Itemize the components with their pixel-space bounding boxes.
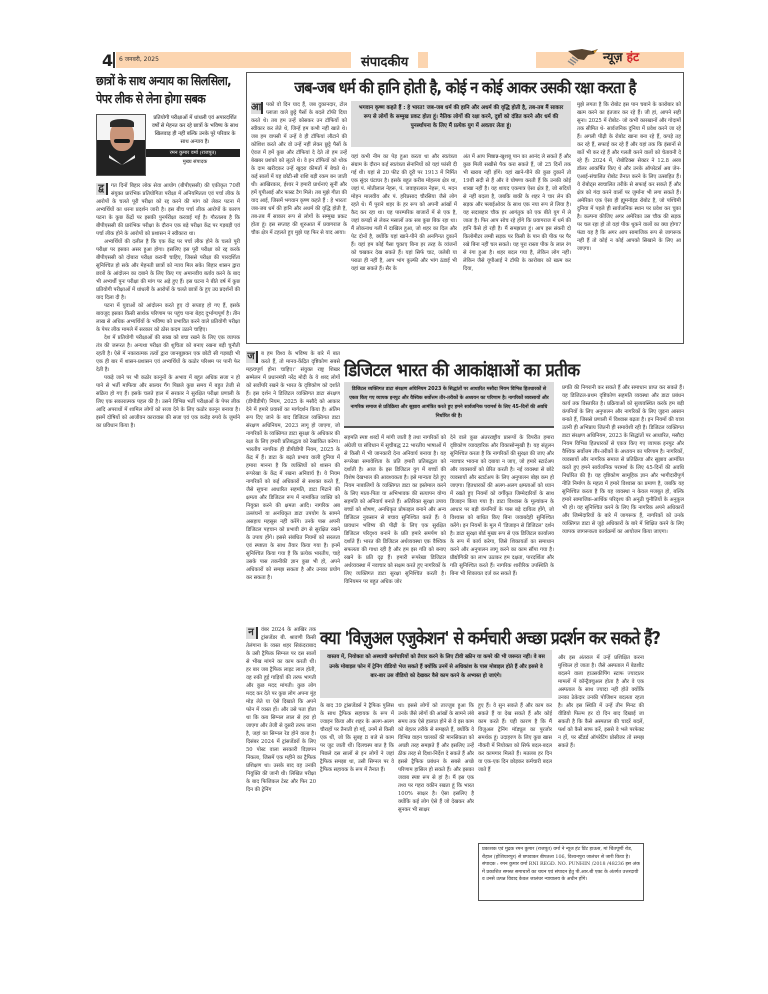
author-role: मुख्य संपादक	[182, 159, 208, 165]
imprint-box: प्रकाशक एवं मुद्रक रमन कुमार (राजपूत) वर्मा ने न्यूज हंट प्रिंट हाऊस, मां चिंतपूर्णी रोड, रौहाल (होशियारपुर) से छपवाकर बीपतला 106, विश्वनपुरा जालंधर से जारी किया है। संपादक : रमन कुमार वर्मा RNI REGD. NO. PUNHIN /2018 /48236 इस अंक में प्रकाशित समस्त समाचारों का चयन एवं संपादन हेतु पी.आर.बी एक्ट के अंतर्गत उत्तरदायी व उनसे उत्पन्न विवाद केवल जालंधर न्यायालय के अधीन होंगे।	[478, 843, 644, 901]
article-column	[246, 626, 316, 866]
logo-text-main: न्यूज़	[603, 49, 623, 64]
section-title: संपादकीय	[351, 52, 418, 70]
logo-text-accent: हंट	[626, 49, 640, 64]
article-column	[478, 702, 552, 840]
logo	[566, 44, 639, 68]
divider	[113, 52, 115, 68]
paragraph: देश में प्रतियोगी परीक्षाओं की साख को बचा रखने के लिए एक व्यापक तंत्र की जरूरत है। अन्यथा परीक्षा की शुचिता को बनाए रखना बड़ी चुनौती रहती है। ऐसे में नकारात्मक तत्वों द्वारा जानबूझकर एक छोटी सी गड़बड़ी भी एक ही बार में शासन-प्रशासन एवं अभ्यर्थियों के कठोर परिश्रम पर पानी फेर देती है।	[96, 335, 240, 373]
masthead	[96, 50, 684, 70]
column-text: के बाद 39 ट्रांसजेंडर्स ने ट्रैफिक पुलिस के साथ ट्रैफिक सहायक के रूप में ज्वाइन किया और शहर के अलग-अलग चौराहों पर तैनाती हो गई, उनमें से किसी एक थीं, जो कि सुबह 8 बजे से काम पर जुट जाती थीं। दिलचस्प बात है कि पिछले दस सालों से इन लोगों ने जहां ट्रैफिक समझा था, उसी सिग्नल पर वे ट्रैफिक सहायक के रूप में तैनात हैं।	[320, 703, 394, 773]
column-text: यहां कभी नीम का पेड़ हुआ करता था और स्वतंत्रता संग्राम के दौरान कई स्वतंत्रता सेनानियों को यहां फांसी दी गई थी। यहां से 20 फीट की दूरी पर 1913 में निर्मित एक सुंदर घंटाघर है। इसके बहुत करीब मोहल्ला क्षेत्र था, जहां पं. मोतीलाल नेहरू, पं. जवाहरलाल नेहरू, पं. मदन मोहन मालवीय और पं. हरिप्रसाद चौरसिया जैसे लोग रहते थे। मैं पुराने शहर के हर रूप को अपनी आंखों में कैद कर रहा था। यह पारम्परिक बाजारों में से एक है, जहां कपड़ों से लेकर मसालों तक सब कुछ बिक रहा था। मैं लोकनाथ गली में दाखिल हुआ, जो शहर का दिल और पेट दोनों है, क्योंकि यहां खाने-पीने की अनगिनत दुकानें हैं। यहां हम कोई पैसा चुकाए बिना हर तरह के व्यंजनों को चखकर देख सकते हैं। यहां सिर्फ चाट, जलेबी या पराठा ही नहीं है, आप भांग कुल्फी और भांग ठंडाई भी यहां खा सकते हैं। सैर के	[351, 154, 457, 272]
article-column	[246, 350, 340, 620]
digital-article-headline: डिजिटल भारत की आकांक्षाओं का प्रतीक	[344, 360, 580, 381]
issue-date: 6 जनवरी, 2025	[119, 56, 159, 63]
article-column	[558, 654, 644, 840]
article-column	[320, 702, 394, 872]
left-article-body	[96, 182, 240, 430]
dropcap: ज	[246, 351, 258, 363]
dropcap: आ	[251, 102, 262, 113]
author-box	[96, 114, 240, 176]
author-photo	[96, 114, 146, 176]
paragraph: पटना में युवाओं को आंदोलन करते हुए दो सप्ताह हो गए हैं, इसके बावजूद इसका किसी सार्थक परिणाम पर पहुंच पाना बेहद दुर्भाग्यपूर्ण है। तीन लाख से अधिक अभ्यर्थियों के भविष्य को प्रभावित करने वाले प्रतियोगी परीक्षा के पेपर लीक मामले में सरकार को ठोस कदम उठाने चाहिए।	[96, 303, 240, 333]
paragraph: पकड़े जाने पर भी कठोर कानूनों के अभाव में बहुत अधिक सजा न हो पाने से भर्ती माफिया और साल्वर गैंग पिछले कुछ समय में बहुत तेजी से सक्रिय हो गए हैं। इसके चलते हाल में सरकार ने सुरक्षित परीक्षा प्रणाली के लिए एक सकारात्मक पहल की है। उसने विभिन्न भर्ती परीक्षाओं के पेपर लीक आदि अपराधों में शामिल लोगों को सजा देने के लिए कठोर कानून बनाया है। इसमें दोषियों को आजीवन कारावास की सजा एवं एक करोड़ रुपये के जुर्माने का प्रविधान किया है।	[96, 375, 240, 429]
article-column	[398, 702, 474, 872]
pull-quote-area	[146, 114, 240, 176]
column-text: हुए हैं। वे सुन सकते हैं और काम कर सकते हैं या देख सकते हैं और कोई काम करते हैं। यही कारण है कि मैं विज़ुअल ट्रेनिंग मॉड्यूल का पुरजोर समर्थक हूं। उदाहरण के लिए कुछ खास नौकरी में नियोक्ता को सिर्फ बदल-बदल कर कामगार मिलते हैं। मतलब हर दिन या एक-एक दिन छोड़कर कर्मचारी बदल जाते हैं	[478, 703, 552, 773]
article-column	[577, 101, 681, 341]
pull-quote: प्रतियोगी परीक्षाओं में धांधली एवं अपारदर्शित वर्षों से मेहनत कर रहे छात्रों के भविष्य के साथ खिलवाड़ ही नहीं बल्कि उनके पूरे परिवार के साथ अन्याय है।	[151, 115, 239, 145]
highlight-quote: भगवान कृष्ण कहते हैं : हे भारत! जब-जब धर्म की हानि और अधर्म की वृद्धि होती है, तब-तब मैं साकार रूप से लोगों के सम्मुख प्रकट होता हूं। नैतिक लोगों की रक्षा करने, दुष्टों को दंडित करने और धर्म की पुनर्स्थापना के लिए मैं प्रत्येक युग में अवतार लेता हूं।	[351, 101, 571, 147]
highlight-quote: वास्तव में, नियोक्ता को अस्थायी कर्मचारियों को तैयार करने के लिए टीवी स्क्रीन या कमरे की भी जरूरत नहीं। वे बस उनके मोबाइल फोन में ट्रेनिंग वीडियो भेज सकते हैं क्योंकि उनमें से अधिकांश के पास मोबाइल होते हैं और इससे वे बार-बार उस वीडियो को देखकर वैसे काम करने के अभ्यस्त हो जाएंगे।	[320, 650, 552, 698]
article-column	[251, 101, 347, 341]
column-text: था। इससे लोगों को ताज्जुब हुआ कि उनके जैसे लोगों की आंखों के सामने लंबे समय तक ऐसे हालात होने से वे इस काम को बेहतर तरीके से समझते हैं, क्योंकि वे विभिन्न वाहन चालकों की मानसिकता को अच्छी तरह समझते हैं और इसलिए उन्हें ठीक तरह से दिशा-निर्देश दे सकते हैं और इससे ट्रैफिक प्रबंधन के सबसे अच्छे परिणाम हासिल हो सकते हैं। और इसका जवाब स्पष्ट रूप से हां है। मैं इस एक तथ्य पर गहरा यकीन रखता हूं कि भारत 100% साक्षर है। ऐसा इसलिए है क्योंकि कई लोग ऐसे हैं जो देखकर और सुनकर भी साक्षर	[398, 703, 474, 813]
column-text: वंबर 2024 के आखिर तक ट्रांसजेंडर बी. श्रावणी किसी तेलंगाना के व्यस्त शहर सिकंदराबाद के उसी ट्रैफिक सिग्नल पर दस सालों से भीख मांगने का काम करती थीं। हर बार जब ट्रैफिक लाइट लाल होती, वह रुकी हुई गाड़ियों की तरफ भागती और कुछ मदद मांगती। कुछ लोग मदद कर देते पर कुछ लोग अपना मुंह मोड़ लेते या ऐसे दिखाते कि अपने फोन में व्यस्त हों। और उसे पता होता था कि कब सिग्नल लाल से हरा हो जाएगा और तेजी से दूसरी तरफ जाना है, जहां का सिग्नल रेड होने वाला है। दिसंबर 2024 में ट्रांसजेंडरों के लिए 50 पोस्ट वाला सरकारी विज्ञापन निकला, जिसमें एक महीने का ट्रैफिक प्रशिक्षण था। उसके बाद वह उनकी नियुक्ति की जानी थी। लिखित परीक्षा के बाद फिजिकल टेस्ट और फिर 20 दिन की ट्रेनिंग	[246, 627, 316, 793]
column-text: सहमति स्पष्ट शब्दों में मांगी जाती है तथा नागरिकों को अंग्रेजी या संविधान में सूचीबद्ध 22 भारतीय भाषाओं में से किसी में भी जानकारी देना अनिवार्य बनाया है। यह रूपरेखा समावेशिता के प्रति हमारी प्रतिबद्धता को दर्शाती है। आज के इस डिजिटल युग में बच्चों की विशेष देखभाल की आवश्यकता है। इसे मान्यता देते हुए नियम नाबालिगों के व्यक्तिगत डाटा का इस्तेमाल करने के लिए माता-पिता या अभिभावक की सत्यापन योग्य सहमति को अनिवार्य बनाते हैं। अतिरिक्त सुरक्षा उपाय बच्चों को शोषण, अनधिकृत प्रोफाइल बनाने और अन्य डिजिटल नुकसान से बचाव सुनिश्चित करते हैं। ये प्रावधान भविष्य की पीढ़ी के लिए एक सुरक्षित डिजिटल परिदृश्य बनाने के प्रति हमारे समर्पण को दर्शाते हैं। भारत की डिजिटल अर्थव्यवस्था एक वैश्विक सफलता की गाथा रही है और हम इस गति को बनाए रखने के प्रति दृढ़ हैं। हमारी रूपरेखा डिजिटल अर्थव्यवस्था में नवाचार को सक्षम करते हुए नागरिकों के लिए व्यक्तिगत डाटा सुरक्षा सुनिश्चित करती है। विनियमन पर बहुत अधिक जोर	[344, 435, 446, 585]
logo-text	[603, 48, 639, 65]
highlight-quote: डिजिटल व्यक्तिगत डाटा संरक्षण अधिनियम 2023 के सिद्धांतों पर आधारित मसौदा नियम विभिन्न हितधारकों से एकत्र किए गए व्यापक इनपुट और वैश्विक सर्वोत्तम तौर-तरीकों के अध्ययन का परिणाम है। नागरिकों व्यवसायों और नागरिक समाज से प्रतिक्रिया और सुझाव आमंत्रित करते हुए हमने सार्वजनिक परामर्श के लिए 45-दिनों की अवधि निर्धारित की है।	[344, 382, 554, 428]
visual-article-headline: क्या 'विज़ुअल एजुकेशन' से कर्मचारी अच्छा प्रदर्शन कर सकते हैं?	[320, 628, 661, 649]
article-column	[463, 153, 571, 339]
dharma-article-headline: जब-जब धर्म की हानि होती है, कोई न कोई आकर उसकी रक्षा करता है	[294, 78, 636, 97]
column-text: प्रगति की निगरानी कर सकते हैं और समाधान प्राप्त कर सकते हैं। यह डिजिटल-प्रथम दृष्टिकोण सहमति व्यवस्था और डाटा प्रबंधन कार्य तक विस्तारित है। प्रक्रियाओं को सुव्यवस्थित करके हम बड़ी कंपनियों के लिए अनुपालन और नागरिकों के लिए जुड़ना आसान बनाते हैं, जिससे प्रणाली में विश्वास बढ़ता है। इन नियमों की यात्रा उतनी ही अभिप्राय जितनी ही समावेशी रही है। डिजिटल व्यक्तिगत डाटा संरक्षण अधिनियम, 2023 के सिद्धांतों पर आधारित, मसौदा नियम विभिन्न हितधारकों से एकत्र किए गए व्यापक इनपुट और वैश्विक सर्वोत्तम तौर-तरीकों के अध्ययन का परिणाम है। नागरिकों, व्यवसायों और नागरिक समाज से प्रतिक्रिया और सुझाव आमंत्रित करते हुए हमने सार्वजनिक परामर्श के लिए 45-दिनों की अवधि निर्धारित की है। यह दृष्टिकोण सामूहिक ज्ञान और भागीदारीपूर्ण नीति निर्माण के महत्व में हमारे विश्वास का प्रमाण है, जबकि यह सुनिश्चित करता है कि यह व्यवस्था न केवल मजबूत हो, बल्कि हमारे सामाजिक-आर्थिक परिदृश्य की अनूठी चुनौतियों के अनुकूल भी हो। यह सुनिश्चित करने के लिए कि नागरिक अपने अधिकारों और जिम्मेदारियों के बारे में जागरूक हैं, नागरिकों को उनके व्यक्तिगत डाटा से जुड़े अधिकारों के बारे में शिक्षित करने के लिए व्यापक जागरूकता कार्यक्रमों का आयोजन किया जाएगा।	[562, 385, 684, 535]
dropcap: द्व	[96, 183, 108, 195]
column-text: अंत में आप मिष्ठान्न-खुशबू पान का आनंद ले सकते हैं और कुछ मिली सखीसे पैक करा सकते हैं, जो 25 दिनों तक भी खराब नहीं होंगे। यहां खाने-पीने की कुछ दुकानें तो 19वीं सदी से हैं और वे घोषणा करती हैं कि उनकी कोई शाखा नहीं है। यह शायद एकमात्र ऐसा क्षेत्र है, जो सदियों से नहीं बदला है, जबकि बाकी के शहर ने चार लेन की सड़क और फ्लाईओवर के साथ एक नया रूप ले लिया है। यह सदाबहार चौक हर आगंतुक को एक बीते युग में ले जाता है। फिर आप सोच रहे होंगे कि प्रयागराज में धर्म की हानि कैसे हो रही है। मैं समझाता हूं। आप इस संकरी दो किलोमीटर लम्बी सड़क पर किसी के पान की पीक पर पैर रखे बिना नहीं चल सकते। यह पूरा रास्ता पीक के लाल रंग से रंगा हुआ है। शहर बदल गया है, लेकिन लोग नहीं। लेकिन जैसे यूपीआई ने टॉफी के कारोबार को खत्म कर दिया,	[463, 154, 571, 272]
author-name: रमन कुमार वर्मा (राजपूत)	[146, 149, 240, 157]
column-text: मुझे लगता है कि रोबोट इस पान चबाने के कारोबार को खत्म करने का इंतजार कर रहे हैं। जी हां, आपने सही सुना। 2025 में रोबोट- जो कभी कारखानों और गोदामों तक सीमित थे- सार्वजनिक दुनिया में प्रवेश करने जा रहे हैं। अगली पीढ़ी के रोबोट खाना बना रहे हैं, कपड़े तह कर रहे हैं, सफाई कर रहे हैं और यहां तक कि इंसानों से बातें भी कर रहे हैं और गलती करने वालों को चेतावनी दे रहे हैं। 2024 में, रोबोटिक्स सेक्टर ने 12.8 अरब डॉलर आकर्षित किए थे और उनके ऑपरेटर्स अब जेन-एआई-संचालित रोबोट तैनात करने के लिए उत्साहित हैं। ये रोबोट्स स्वचालित तरीके से सफाई कर सकते हैं और क्षेत्र को गंदा करने वालों पर जुर्माना भी लगा सकते हैं। अमेरिका एक ऐसा ही ह्यूमनॉइड रोबोट है, जो पश्चिमी दुनिया में पहले ही सार्वजनिक स्थान पर प्रवेश कर चुका है। कल्पना कीजिए अगर अमेरिका उस चौक की सड़क पर चल रहा हो तो वहां पीक थूकने वालों का क्या होगा? फंडा यह है कि अगर आप सामाजिक रूप से जागरूक नहीं हैं तो कोई न कोई आपको सिखाने के लिए आ जाएगा।	[577, 102, 681, 252]
column-text: पको वो दिन याद हैं, जब दुकानदार, टोल प्लाजा वाले छुट्टे पैसों के बदले टॉफी दिया करते थे। तब हम उन्हें कोसकर उन टॉफियों को स्वीकार कर लेते थे, जिन्हें हम कभी नहीं खाते थे। जब हम वापसी में उन्हें वे ही टॉफियां लौटाने की कोशिश करते और वो उन्हें नहीं लेकर छुट्टे पैसों के ऐवज में हमें कुछ और टॉफियां दे देते तो हम उन्हें बेखबर प्रशंको को लूटते थे। वे इन टॉफियों को थोक के दाम खरीदकर उन्हें खुदरा कीमतों में बेचते थे। कई सालों में यह छोटी-सी राशि बड़ी रकम बन जाती थी। आखिरकार, ईश्वर ने हमारी प्रार्थनाएं सुनीं और हमें यूपीआई और फास्ट टैग मिले। तब मुझे गीता की याद आई, जिसमें भगवान कृष्ण कहते हैं : हे भारत! जब-जब धर्म की हानि और अधर्म की वृद्धि होती है, तब-तब मैं साकार रूप से लोगों के सम्मुख प्रकट होता हूं। इस सप्ताह की शुरुआत में प्रयागराज के चौक क्षेत्र में टहलते हुए मुझे यह फिर से याद आया।	[251, 102, 347, 236]
column-text: ब हम विश्व के भविष्य के बारे में बात करते हैं, तो मानव-केंद्रित दृष्टिकोण सबसे महत्वपूर्ण होना चाहिए।' संयुक्त राष्ट्र शिखर सम्मेलन में प्रधानमंत्री नरेंद्र मोदी के ये शब्द लोगों को सर्वोपरि रखने के भारत के दृष्टिकोण को दर्शाते हैं। इस दर्शन ने डिजिटल व्यक्तिगत डाटा संरक्षण (डीपीडीपी) नियम, 2025 के मसौदे को आकार देने में हमारे प्रयासों का मार्गदर्शन किया है। अंतिम रूप दिए जाने के बाद डिजिटल व्यक्तिगत डाटा संरक्षण अधिनियम, 2023 लागू हो जाएगा, जो नागरिकों के व्यक्तिगत डाटा सुरक्षा के अधिकार की रक्षा के लिए हमारी प्रतिबद्धता को रेखांकित करेगा। भारतीय नागरिक ही डीपीडीपी नियम, 2025 के केंद्र में हैं। डाटा के बढ़ते प्रभाव वाली दुनिया में हमारा मानना है कि व्यक्तियों को शासन की रूपरेखा के केंद्र में रखना अनिवार्य है। ये नियम नागरिकों को कई अधिकारों से सशक्त करते हैं, जैसे सूचना आधारित सहमति, डाटा मिटाने की क्षमता और डिजिटल रूप में नामांकित व्यक्ति को नियुक्त करने की क्षमता आदि। नागरिक अब उल्लंघनों या अनधिकृत डाटा उपयोग के सामने असहाय महसूस नहीं करेंगे। उनके पास अपनी डिजिटल पहचान को प्रभावी ढंग से सुरक्षित रखने के उपाय होंगे। इससे संबंधित नियमों को सरलता एवं स्पष्टता के साथ तैयार किया गया है। इनमें सुनिश्चित किया गया है कि प्रत्येक भारतीय, चाहे उसके पास तकनीकी ज्ञान कुछ भी हो, अपने अधिकारों को समझ सकता है और उनका प्रयोग कर सकता है।	[246, 351, 340, 581]
paragraph: अभ्यर्थियों की दलील है कि एक केंद्र पर पर्चा लीक होने के चलते पूरी परीक्षा पर इसका असर हुआ होगा। इसलिए इस पूरी परीक्षा को रद्द करके बीपीएससी को दोबारा परीक्षा करानी चाहिए, जिससे परीक्षा की पारदर्शिता सुनिश्चित हो सके और मेहनती छात्रों को न्याय मिल सके। बिहार शासन द्वारा छात्रों के आंदोलन का दबाने के लिए किए गए अमानवीय बर्ताव करने के बाद भी अभ्यर्थी पुनः परीक्षा की मांग पर अड़े हुए हैं। इस घटना ने बीते वर्ष में कुछ प्रतियोगी परीक्षाओं में धांधली के आरोपों के चलते छात्रों के हुए उग्र प्रदर्शनों की याद दिला दी है।	[96, 239, 240, 301]
dharma-article	[246, 72, 684, 344]
paragraph: गत दिनों बिहार लोक सेवा आयोग (बीपीएससी) की एकीकृत 70वीं संयुक्त प्रारंभिक प्रतियोगिता परीक्षा में अनियमितता एवं पर्चा लीक के आरोपों के चलते पूरी परीक्षा को रद्द करने की मांग को लेकर पटना में अभ्यर्थियों का धरना प्रदर्शन जारी है। इस बीच पर्चा लीक आरोपों के कारण पटना के कुछ केंद्रों पर इसकी पुनर्परीक्षा करवाई गई है। गौरतलब है कि बीपीएससी की प्रारंभिक परीक्षा के दौरान एक बड़े परीक्षा केंद्र पर गड़बड़ी एवं पर्चा लीक होने के आरोपों को प्रशासन ने स्वीकारा था।	[96, 183, 240, 237]
article-column	[344, 434, 446, 620]
article-column	[450, 434, 554, 620]
article-column	[562, 384, 684, 620]
left-article-headline: छात्रों के साथ अन्याय का सिलसिला, पेपर लीक से लेना होगा सबक	[96, 73, 231, 106]
page-number: 4	[102, 51, 114, 70]
column-text: और इस अंतराल में उन्हें प्रशिक्षित करना मुश्किल हो जाता है। जैसे अस्पताल में बेडशीट बदलने वाला हाउसकीपिंग स्टाफ ज्यादातर मामलों में कॉन्ट्रैक्चुअल होता है और वे एक अस्पताल के साथ ज्यादा नहीं होते क्योंकि उनका ठेकेदार उनकी पोजिशन बदलता रहता है। और इस स्थिति में उन्हें तीन मिनट की वीडियो फिल्म हर दो दिन बाद दिखाई जा सकती है कि कैसे अस्पताल की चादरें बदलें, फर्श को कैसे साफ करें, इससे वे भले परफेक्ट न हों, पर स्टैंडर्ड ऑपरेटिंग प्रोसीजर तो समझ सकते हैं।	[558, 655, 644, 749]
left-article	[96, 72, 240, 430]
newspaper-page	[96, 50, 684, 950]
article-column	[351, 153, 457, 339]
eagle-icon	[566, 45, 600, 67]
column-text: देने वाले कुछ अंतरराष्ट्रीय प्रारूपों के विपरीत हमारा दृष्टिकोण व्यावहारिक और विकासोन्मुखी है। यह संतुलन सुनिश्चित करता है कि नागरिकों की सुरक्षा की जाए और नवाचार भावना को दबाया न जाए, जो हमारे स्टार्टअप और व्यवसायों को प्रेरित करती है। नई व्यवस्था से छोटे व्यवसायों और स्टार्टअप के लिए अनुपालन बोझ कम हो जाएगा। हितधारकों की अलग-अलग क्षमताओं को ध्यान में रखते हुए नियमों को वर्गीकृत जिम्मेदारियों के साथ डिजाइन किया गया है। डाटा विश्वास के मूल्यांकन के आधार पर बड़ी कंपनियों के पास बड़े दायित्व होंगे, जो विश्वास को बाधित किए बिना जवाबदेही सुनिश्चित करेंगे। इन नियमों के मूल में 'डिजाइन से डिजिटल' दर्शन है। डाटा सुरक्षा बोर्ड मुख्य रूप से एक डिजिटल कार्यालय के रूप में कार्य करेगा, जिसे शिकायतों का समाधान करने और अनुपालन लागू करने का काम सौंपा गया है। प्रौद्योगिकी का लाभ उठाकर हम दक्षता, पारदर्शिता और गति सुनिश्चित करते हैं। नागरिक शारीरिक उपस्थिति के बिना भी शिकायत दर्ज कर सकते हैं।	[450, 435, 554, 577]
dropcap: न	[246, 627, 258, 639]
